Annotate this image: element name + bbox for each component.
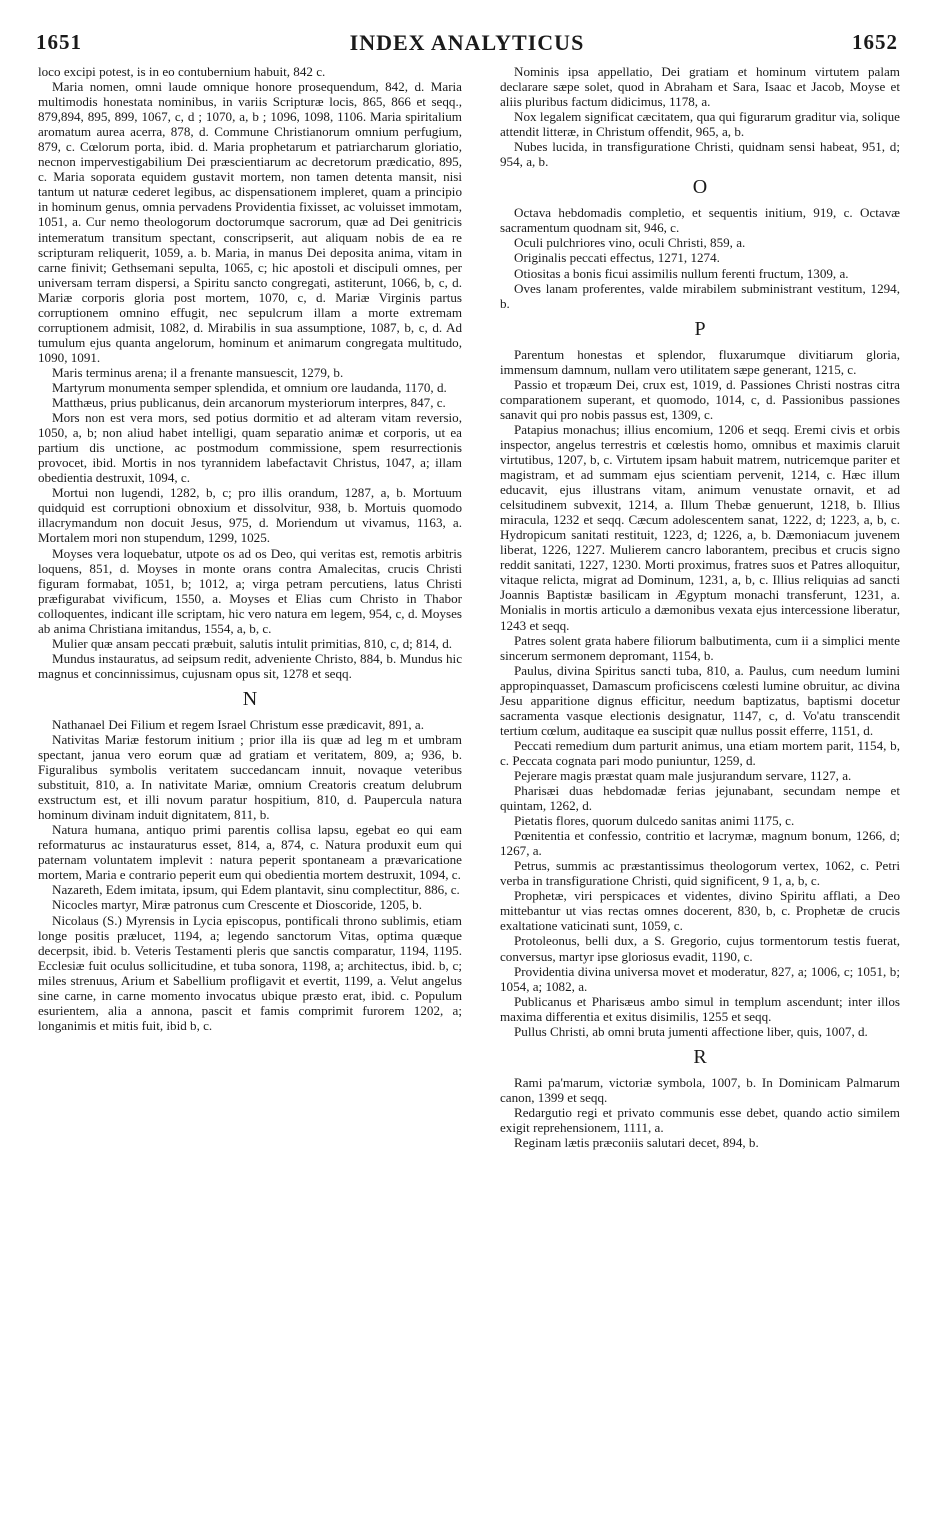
index-entry: Matthæus, prius publicanus, dein arcanorum mysteriorum interpres, 847, c. (52, 395, 446, 411)
index-entry: Providentia divina universa movet et moderatur, 827, a; 1006, c; 1051, b; 1054, a; 1082, a. (500, 963, 900, 994)
index-entry: Otiositas a bonis ficui assimilis nullum ferenti fructum, 1309, a. (514, 265, 849, 281)
index-entry: Paulus, divina Spiritus sancti tuba, 810, a. Paulus, cum needum lumini appropinquasset, Damascum proficiscens cœlesti lumine obruitur, ac divina Jesu apparitione dignus efficitur, needum baptizatus, baptismi docetur sacramenta vasque electionis designatur, 1147, c, d. Vo'atu transcendit tertium cœlum, auditaque ea suscipit quæ nullus possit efferre, 1151, d. (500, 662, 900, 738)
index-entry: Protoleonus, belli dux, a S. Gregorio, cujus tormentorum testis fuerat, conversus, martyr ipse gloriosus evadit, 1190, c. (500, 933, 900, 964)
index-entry: Parentum honestas et splendor, fluxarumque divitiarum gloria, immensum damnum, nullam vero utilitatem sæpe generant, 1215, c. (500, 346, 900, 377)
right-column (500, 64, 900, 1150)
index-entry: Octava hebdomadis completio, et sequentis initium, 919, c. Octavæ sacramentum quodnam sit, 946, c. (500, 205, 900, 236)
index-entry: Natura humana, antiquo primi parentis collisa lapsu, egebat eo qui eam reformaturus ac instauraturus esset, 814, a, 874, c. Natura produxit eum qui paternam voluntatem implevit : natura peperit spontaneam a prævaricatione mortem, Maria e contrario peperit eum qui obedientia mortem destruxit, 1094, c. (38, 822, 462, 883)
index-entry: Oves lanam proferentes, valde mirabilem subministrant vestitum, 1294, b. (500, 280, 900, 311)
index-entry: Mortui non lugendi, 1282, b, c; pro illis orandum, 1287, a, b. Mortuum quidquid est corruptioni obnoxium et dissolvitur, 938, b. Mortuis quomodo illacrymandum non docuit Jesus, 975, d. Moriendum ut vivamus, 1163, a. Mortalem mori non stupendum, 1299, 1025. (38, 485, 462, 546)
index-entry: Redargutio regi et privato communis esse debet, quando actio similem exigit reprehensionem, 1111, a. (500, 1104, 900, 1135)
section-letter-n: N (242, 687, 258, 710)
index-entry: loco excipi potest, is in eo contubernium habuit, 842 c. (38, 64, 326, 79)
index-entry: Rami pa'marum, victoriæ symbola, 1007, b. In Dominicam Palmarum canon, 1399 et seqq. (500, 1074, 900, 1105)
index-entry: Maria nomen, omni laude omnique honore prosequendum, 842, d. Maria multimodis honestata nominibus, in variis Scripturæ locis, 865, 866 et seqq., 879,894, 895, 899, 1067, c, d ; 1070, a, b ; 1096, 1098, 1106. Maria spiritalium aromatum aurea acerra, 878, d. Commune Christianorum omnium perfugium, 879, c. Cœlorum porta, ibid. d. Maria prophetarum et patriarcharum gloriatio, necnon impervestigabilium Dei præscientiarum ac decretorum prædicatio, 895, c. Maria soporata equidem gustavit mortem, non tamen detenta mansit, nisi tantum ut naturæ cederet legibus, ac dispensationem impleret, quam a principio in hominum genus, omnia pervadens Providentia fixisset, ac voluisset immotam, 1051, a. Cur nemo theologorum doctorumque sacrorum, quæ ad Dei genitricis intemeratum transitum spectant, conscripserit, aut aliquam nobis de ea re scripturam reliquerit, 1059, a. b. Maria, in manus Dei deposita anima, vitam in carne finivit; Gethsemani sepulta, 1065, c; hic apostoli et discipuli omnes, per universam terram dispersi, a Spiritu sancto congregati, astiterunt, 1066, b, c, d. Mariæ corporis gloria post mortem, 1070, c, d. Mariæ Virginis partus corruptionem omnino effugit, nec sepulcrum illam a morte extremam corruptionem admisit, 1082, d. Mirabilis in sua assumptione, 1087, b, c, d. Ad tumulum ejus quanta angelorum, hominum et animarum congregata multitudo, 1090, 1091. (38, 79, 462, 365)
index-entry: Pœnitentia et confessio, contritio et lacrymæ, magnum bonum, 1266, d; 1267, a. (500, 828, 900, 859)
left-entries-n (38, 717, 462, 1033)
page-header (36, 30, 898, 60)
page-number-left: 1651 (36, 30, 82, 54)
index-entry: Patres solent grata habere filiorum balbutimenta, cum ii a simplici mente sincerum sermonem depromant, 1154, b. (500, 632, 900, 663)
index-entry: Mundus instauratus, ad seipsum redit, adveniente Christo, 884, b. Mundus hic magnus et concinnissimus, cujusnam opus sit, 1278 et seqq. (38, 650, 462, 681)
index-entry: Nox legalem significat cæcitatem, qua qui figurarum graditur via, solique attendit litteræ, in Christum offendit, 965, a, b. (500, 109, 900, 140)
index-entry: Moyses vera loquebatur, utpote os ad os Deo, qui veritas est, remotis arbitris loquens, 851, d. Moyses in monte orans contra Amalecitas, crucis Christi figuram formabat, 1051, b; 1012, a; virga petram percutiens, latus Christi præfigurabat vivificum, 1550, a. Moyses et Elias cum Christo in Thabor colloquentes, indicant ille scriptam, hic vero natura em legem, 954, c, d. Moyses ab anima Christiana imitandus, 1554, a, b, c. (38, 545, 462, 636)
index-entry: Prophetæ, viri perspicaces et videntes, divino Spiritu afflati, a Deo mittebantur ut vias rectas omnes docerent, 830, b, c. Prophetæ de crucis exaltatione vaticinati sunt, 1059, c. (500, 888, 900, 934)
section-letter-o: O (692, 176, 708, 199)
index-entry: Petrus, summis ac præstantissimus theologorum vertex, 1062, c. Petri verba in transfiguratione Christi, quid significent, 9 1, a, b, c. (500, 858, 900, 889)
index-entry: Nazareth, Edem imitata, ipsum, qui Edem plantavit, sinu complectitur, 886, c. (52, 882, 460, 898)
right-entries-o (500, 205, 900, 310)
running-title: INDEX ANALYTICUS (349, 30, 585, 55)
index-entry: Mors non est vera mors, sed potius dormitio et ad alteram vitam reversio, 1050, a, b; non aliud habet intelligi, quam separatio animæ et corporis, ut ea partium dis unctione, ac postmodum commissione, spem resurrectionis provocet, ibid. Mortis in nos tyrannidem labefactavit Christus, 1047, a; illam obedientia destruxit, 1094, c. (38, 410, 462, 486)
index-entry: Nicolaus (S.) Myrensis in Lycia episcopus, pontificali throno sublimis, etiam longe positis prælucet, 1194, a; legendo sanctorum Vitas, optima quæque decerpsit, ibid. b. Veteris Testamenti pleris que sanctis comparatur, 1194, 1195. Ecclesiæ fuit oculus sollicitudine, et tuba sonora, 1198, a; architectus, ibid. b, c; miles strenuus, Arium et Sabellium profligavit et evertit, 1199, a. Velut angelus sine carne, in carne momento invocatus ubique præsto erat, ibid. c. Populum esurientem, alia a annona, pascit et famis comprimit furorem 1202, a; longanimis et mitis fuit, ibid b, c. (38, 912, 462, 1033)
index-entry: Nativitas Mariæ festorum initium ; prior illa iis quæ ad leg m et umbram spectant, janua vero eorum quæ ad gratiam et veritatem, 809, a; 936, b. Figuralibus symbolis veritatem succedancam innuit, novaque veteribus substituit, 810, a. In nativitate Mariæ, omnium Creatoris creatum delubrum exstructum est, et illi novum paratur hospitium, 810, d. Paupercula natura hominum divinam induit dignitatem, 811, b. (38, 731, 462, 823)
left-entries-m (38, 64, 462, 681)
index-entry: Patapius monachus; illius encomium, 1206 et seqq. Eremi civis et orbis inspector, angelus terrestris et cœlestis homo, omnibus et maximis claruit virtutibus, 1207, b, c. Virtutem ipsam habuit matrem, nutricemque pariter et magistram, et ad summam ejus scientiam pervenit, 1214, c. Hæc illum educavit, ejus illustrans vitam, animum venustate ornavit, et ad celsitudinem subvexit, 1214, a. Illum Thebæ genuerunt, 1218, b. Illius miracula, 1232 et seqq. Cæcum adolescentem sanat, 1222, d; 1223, a, b, c. Hydropicum sanitati restituit, 1223, d; 1226, a, b. Dæmoniacum juvenem liberat, 1226, 1227. Mulierem cancro laborantem, precibus et crucis signo reddit sanitati, 1227, 1230. Morti proximus, fratres suos et Patres alloquitur, vitaque relicta, migrat ad Dominum, 1231, a, b, c. Illius reliquias ad sancti Joannis Baptistæ basilicam in Ægyptum monachi transferunt, 1231, a. Monialis in mortis articulo a dæmonibus vexata ejus intercessione liberatur, 1243 et seqq. (500, 421, 900, 633)
index-entry: Pullus Christi, ab omni bruta jumenti affectione liber, quis, 1007, d. (514, 1023, 868, 1039)
index-entry: Martyrum monumenta semper splendida, et omnium ore laudanda, 1170, d. (52, 379, 447, 395)
index-entry: Reginam lætis præconiis salutari decet, 894, b. (514, 1135, 759, 1150)
index-entry: Pietatis flores, quorum dulcedo sanitas animi 1175, c. (514, 813, 795, 829)
left-column (38, 64, 462, 1033)
section-letter-p: P (694, 317, 706, 340)
index-entry: Nathanael Dei Filium et regem Israel Christum esse prædicavit, 891, a. (52, 716, 424, 732)
index-entry: Mulier quæ ansam peccati præbuit, salutis intulit primitias, 810, c, d; 814, d. (52, 635, 453, 651)
index-entry: Originalis peccati effectus, 1271, 1274. (514, 250, 720, 266)
index-entry: Oculi pulchriores vino, oculi Christi, 859, a. (514, 235, 746, 251)
index-entry: Maris terminus arena; il a frenante mansuescit, 1279, b. (52, 364, 344, 380)
index-entry: Nominis ipsa appellatio, Dei gratiam et hominum virtutem palam declarare sæpe solet, quod in Abraham et Sara, Isaac et Jacob, Moyse et aliis pluribus factum didicimus, 1178, a. (500, 64, 900, 110)
right-entries-p (500, 347, 900, 1039)
index-entry: Publicanus et Pharisæus ambo simul in templum ascendunt; inter illos maxima differentia et exitus disimilis, 1255 et seqq. (500, 993, 900, 1024)
index-entry: Nubes lucida, in transfiguratione Christi, quidnam sensi habeat, 951, d; 954, a, b. (500, 139, 900, 170)
index-entry: Nicocles martyr, Miræ patronus cum Crescente et Dioscoride, 1205, b. (52, 897, 423, 913)
index-entry: Passio et tropæum Dei, crux est, 1019, d. Passiones Christi nostras citra comparationem superant, et quomodo, 1014, c, d. Passionibus passiones sanavit qui pro nobis passus est, 1309, c. (500, 376, 900, 422)
right-entries-r (500, 1075, 900, 1150)
index-entry: Peccati remedium dum parturit animus, una etiam mortem parit, 1154, b, c. Peccata cognata pari modo puniuntur, 1259, d. (500, 737, 900, 768)
index-entry: Pejerare magis præstat quam male jusjurandum servare, 1127, a. (514, 767, 852, 783)
index-entry: Pharisæi duas hebdomadæ ferias jejunabant, secundam nempe et quintam, 1262, d. (500, 783, 900, 814)
right-entries-n (500, 64, 900, 169)
section-letter-r: R (693, 1045, 707, 1068)
page-number-right: 1652 (852, 30, 898, 54)
